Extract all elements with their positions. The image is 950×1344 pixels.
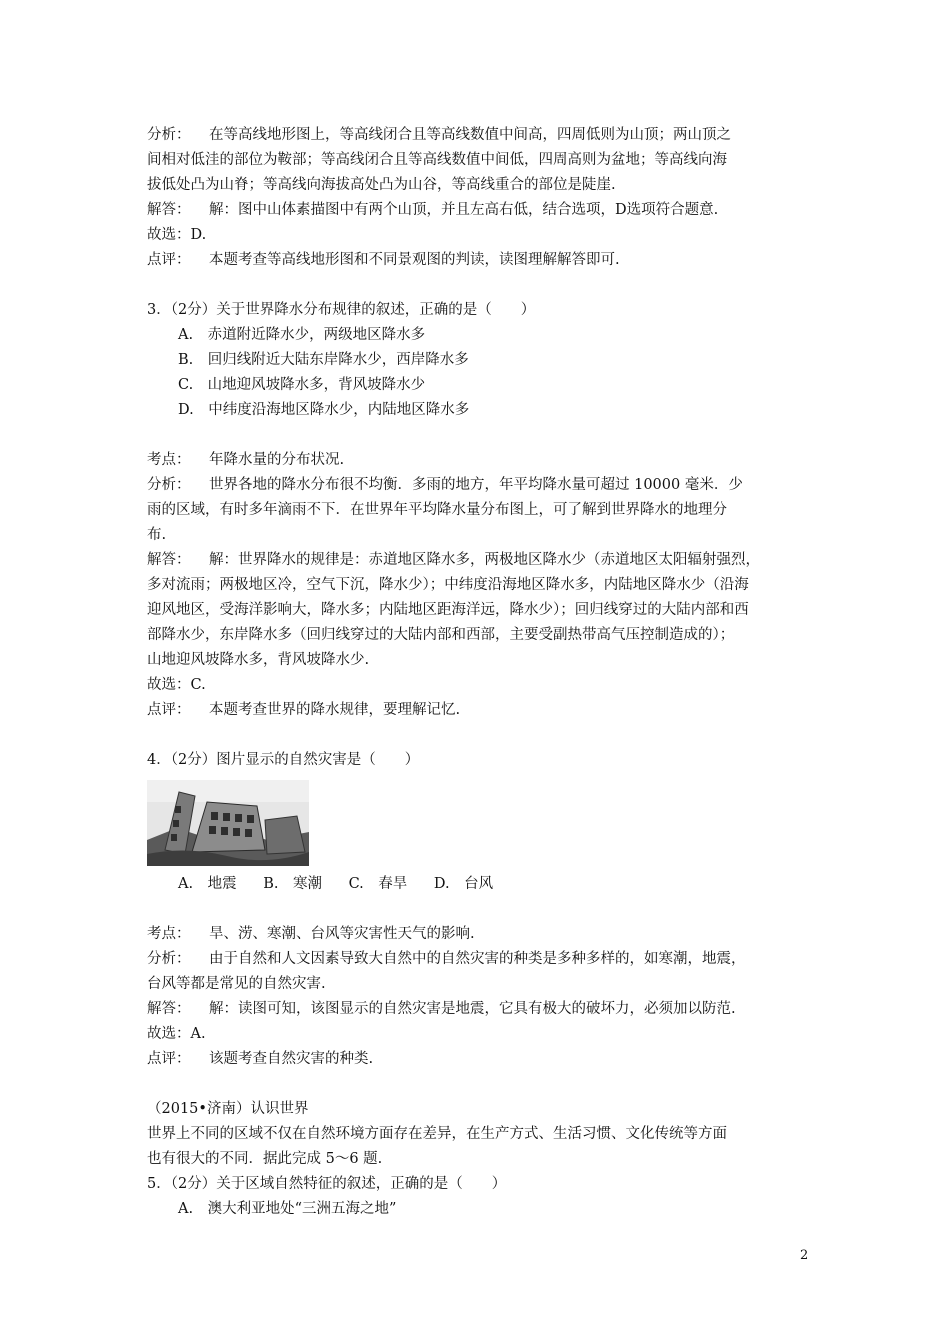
- q3-comment: [147, 701, 460, 719]
- q2-answer: [147, 201, 718, 219]
- comment-label: 点评：: [147, 702, 191, 718]
- analysis-text: 在等高线地形图上，等高线闭合且等高线数值中间高，四周低则为山顶；两山顶之: [209, 127, 731, 143]
- q4-option-c: C. 春旱: [348, 876, 408, 892]
- q4-option-a: A. 地震: [178, 876, 237, 892]
- q4-stem: 4．（2分）图片显示的自然灾害是（ ）: [147, 752, 420, 768]
- comment-text: 该题考查自然灾害的种类.: [209, 1051, 374, 1067]
- q3-analysis: [147, 476, 743, 494]
- q3-option-d: D. 中纬度沿海地区降水少，内陆地区降水多: [178, 402, 470, 418]
- q3-answer-line2: 多对流雨；两极地区冷，空气下沉，降水少）；中纬度沿海地区降水多，内陆地区降水少（沿海: [147, 577, 749, 593]
- analysis-label: 分析：: [147, 127, 191, 143]
- analysis-text: 世界各地的降水分布很不均衡．多雨的地方，年平均降水量可超过 10000 毫米．少: [209, 477, 743, 493]
- comment-label: 点评：: [147, 252, 191, 268]
- point-label: 考点：: [147, 926, 191, 942]
- q3-choice: 故选：C.: [147, 677, 206, 693]
- q4-option-b: B. 寒潮: [263, 876, 322, 892]
- section-intro-line1: 世界上不同的区域不仅在自然环境方面存在差异，在生产方式、生活习惯、文化传统等方面: [147, 1126, 727, 1142]
- q2-analysis: [147, 126, 731, 144]
- point-label: 考点：: [147, 452, 191, 468]
- analysis-label: 分析：: [147, 951, 191, 967]
- comment-text: 本题考查世界的降水规律，要理解记忆.: [209, 702, 461, 718]
- q4-comment: [147, 1050, 373, 1068]
- q3-answer-line4: 部降水少，东岸降水多（回归线穿过的大陆内部和西部，主要受副热带高气压控制造成的）；: [147, 627, 735, 643]
- answer-label: 解答：: [147, 552, 191, 568]
- q3-analysis-line2: 雨的区域，有时多年滴雨不下．在世界年平均降水量分布图上，可了解到世界降水的地理分: [147, 502, 727, 518]
- page-number: 2: [800, 1248, 809, 1263]
- q3-answer-line3: 迎风地区，受海洋影响大，降水多；内陆地区距海洋远，降水少）；回归线穿过的大陆内部和西: [147, 602, 749, 618]
- q3-stem: 3．（2分）关于世界降水分布规律的叙述，正确的是（ ）: [147, 302, 536, 318]
- q2-choice: 故选：D.: [147, 227, 207, 243]
- q4-options: [178, 875, 515, 893]
- q5-option-a: A. 澳大利亚地处“三洲五海之地”: [178, 1201, 397, 1217]
- analysis-label: 分析：: [147, 477, 191, 493]
- point-text: 年降水量的分布状况.: [209, 452, 345, 468]
- answer-text: 解：图中山体素描图中有两个山顶，并且左高右低，结合选项，D选项符合题意.: [209, 202, 719, 218]
- q3-answer-line5: 山地迎风坡降水多，背风坡降水少.: [147, 652, 370, 668]
- earthquake-photo: [147, 780, 309, 866]
- comment-text: 本题考查等高线地形图和不同景观图的判读，读图理解解答即可.: [209, 252, 620, 268]
- analysis-text: 由于自然和人文因素导致大自然中的自然灾害的种类是多种多样的，如寒潮，地震，: [209, 951, 746, 967]
- q2-analysis-line2: 间相对低洼的部位为鞍部；等高线闭合且等高线数值中间低，四周高则为盆地；等高线向海: [147, 152, 727, 168]
- point-text: 旱、涝、寒潮、台风等灾害性天气的影响.: [209, 926, 475, 942]
- answer-text: 解：世界降水的规律是：赤道地区降水多，两极地区降水少（赤道地区太阳辐射强烈，: [209, 552, 760, 568]
- q4-point: [147, 925, 475, 943]
- q4-analysis-line2: 台风等都是常见的自然灾害.: [147, 976, 326, 992]
- q4-analysis: [147, 950, 746, 968]
- q2-comment: [147, 251, 620, 269]
- comment-label: 点评：: [147, 1051, 191, 1067]
- answer-text: 解：读图可知，该图显示的自然灾害是地震，它具有极大的破坏力，必须加以防范.: [209, 1001, 736, 1017]
- q4-choice: 故选：A.: [147, 1026, 206, 1042]
- section-heading: （2015•济南）认识世界: [147, 1101, 309, 1117]
- q3-analysis-line3: 布.: [147, 527, 167, 543]
- q5-stem: 5．（2分）关于区域自然特征的叙述，正确的是（ ）: [147, 1176, 507, 1192]
- q4-option-d: D. 台风: [433, 876, 494, 892]
- q4-answer: [147, 1000, 736, 1018]
- q3-point: [147, 451, 344, 469]
- q3-option-b: B. 回归线附近大陆东岸降水少，西岸降水多: [178, 352, 469, 368]
- answer-label: 解答：: [147, 202, 191, 218]
- q3-option-c: C. 山地迎风坡降水多，背风坡降水少: [178, 377, 426, 393]
- answer-label: 解答：: [147, 1001, 191, 1017]
- q3-option-a: A. 赤道附近降水少，两级地区降水多: [178, 327, 426, 343]
- q2-analysis-line3: 拔低处凸为山脊；等高线向海拔高处凸为山谷，等高线重合的部位是陡崖.: [147, 177, 616, 193]
- q3-answer: [147, 551, 760, 569]
- section-intro-line2: 也有很大的不同．据此完成 5～6 题.: [147, 1151, 383, 1167]
